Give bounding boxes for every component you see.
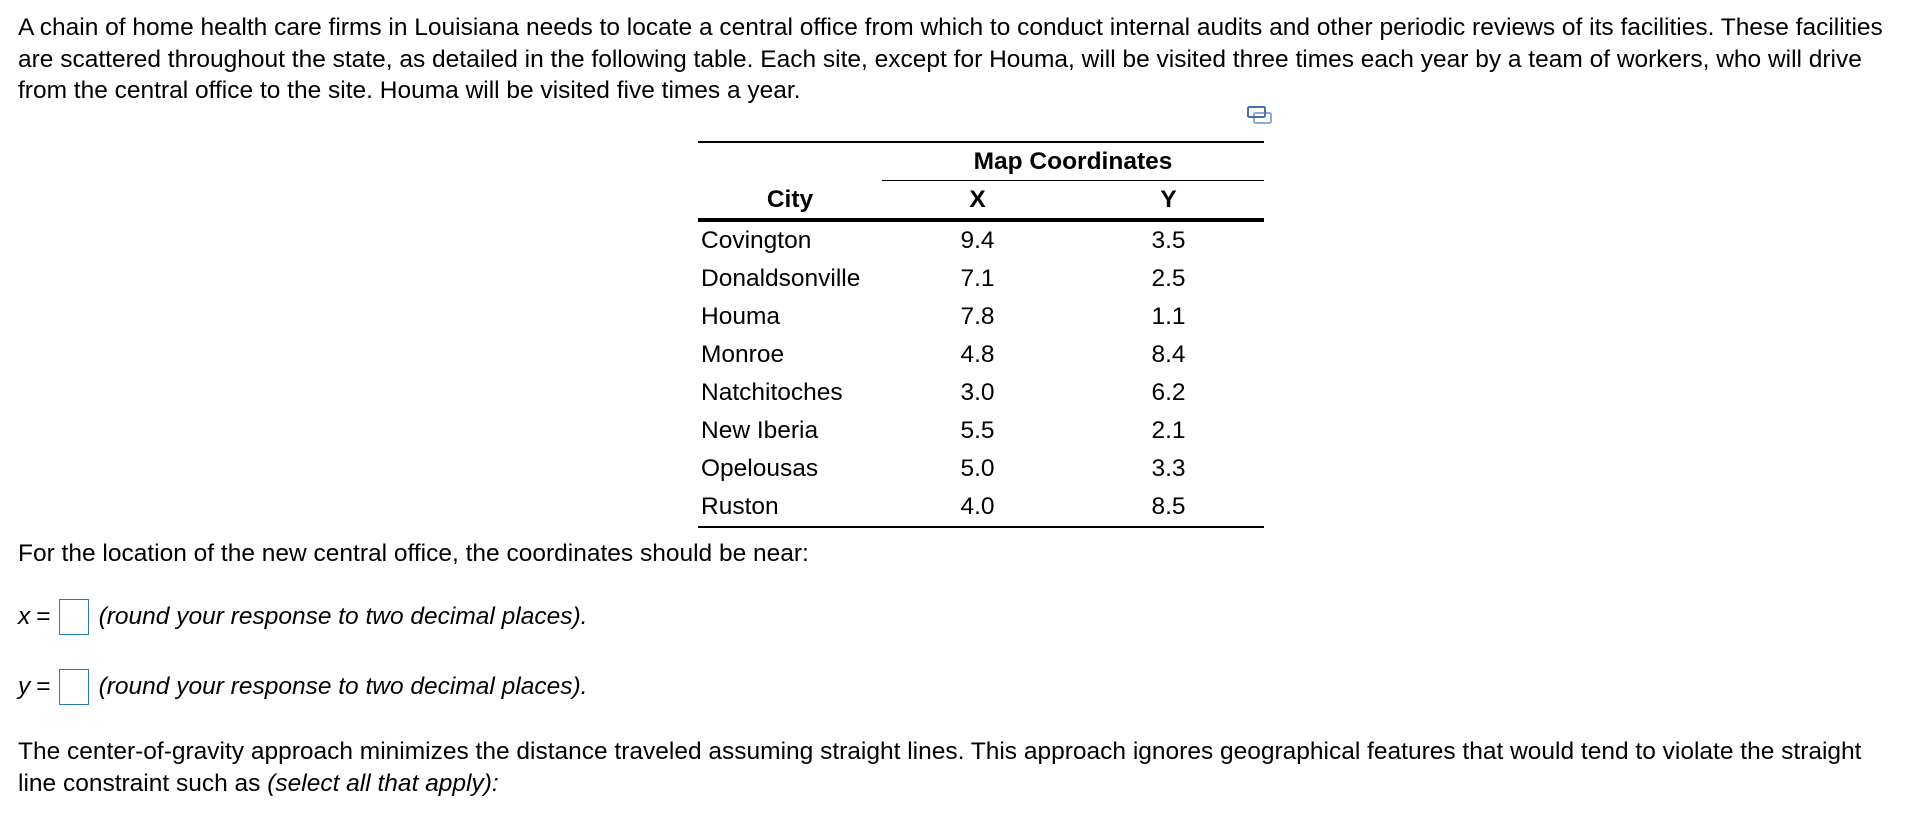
table-row xyxy=(698,260,1264,298)
copy-icon[interactable] xyxy=(1247,105,1273,125)
y-cell: 2.1 xyxy=(1151,417,1186,444)
x-round-note: (round your response to two decimal places). xyxy=(98,603,588,630)
table-row xyxy=(698,298,1264,336)
city-cell: New Iberia xyxy=(701,417,819,444)
city-cell: Donaldsonville xyxy=(701,265,861,292)
location-prompt: For the location of the new central office, the coordinates should be near: xyxy=(18,540,809,567)
problem-content xyxy=(18,12,1898,107)
y-cell: 1.1 xyxy=(1151,303,1186,330)
x-cell: 7.8 xyxy=(960,303,995,330)
x-cell: 4.0 xyxy=(882,488,1073,527)
y-equals: = xyxy=(36,673,51,700)
table-row xyxy=(698,488,1264,527)
coordinates-table-wrap xyxy=(698,141,1264,528)
problem-intro: A chain of home health care firms in Louisiana needs to locate a central office from which to conduct internal audits and other periodic reviews of its facilities. These facilities are scattered throughout the state, as detailed in the following table. Each site, except for Houma, will be visited three times each year by a team of workers, who will drive from the central office to the site. Houma will be visited five times a year. xyxy=(18,14,1883,104)
x-cell: 9.4 xyxy=(960,227,995,254)
table-row xyxy=(698,412,1264,450)
table-row xyxy=(698,374,1264,412)
gravity-text: The center-of-gravity approach minimizes the distance traveled assuming straight lines. This approach ignores geographical features that would tend to violate the straight line constraint such as xyxy=(18,738,1862,797)
x-answer-line xyxy=(18,599,587,635)
y-cell: 2.5 xyxy=(1151,265,1186,292)
city-cell: Opelousas xyxy=(701,455,819,482)
y-header: Y xyxy=(1073,181,1264,221)
x-cell: 5.5 xyxy=(960,417,995,444)
y-answer-line xyxy=(18,669,587,705)
gravity-question xyxy=(18,736,1898,799)
y-label: y xyxy=(18,673,31,700)
table-row xyxy=(698,220,1264,260)
y-round-note: (round your response to two decimal places). xyxy=(98,673,588,700)
city-header-label: City xyxy=(766,186,814,213)
table-row xyxy=(698,336,1264,374)
x-cell: 4.8 xyxy=(960,341,995,368)
x-cell: 5.0 xyxy=(960,455,995,482)
table-row xyxy=(698,450,1264,488)
coordinates-table xyxy=(698,141,1264,528)
y-cell: 8.5 xyxy=(1073,488,1264,527)
x-answer-input[interactable] xyxy=(59,599,89,635)
y-answer-input[interactable] xyxy=(59,669,89,705)
y-cell: 3.3 xyxy=(1151,455,1186,482)
city-header xyxy=(698,142,882,220)
city-cell: Covington xyxy=(701,227,812,254)
map-coordinates-header: Map Coordinates xyxy=(882,142,1264,181)
city-cell: Houma xyxy=(701,303,780,330)
x-cell: 7.1 xyxy=(960,265,995,292)
x-cell: 3.0 xyxy=(960,379,995,406)
x-label: x xyxy=(18,603,31,630)
city-cell: Natchitoches xyxy=(701,379,843,406)
city-cell: Monroe xyxy=(701,341,785,368)
x-equals: = xyxy=(36,603,51,630)
y-cell: 3.5 xyxy=(1151,227,1186,254)
city-cell: Ruston xyxy=(698,488,882,527)
y-cell: 8.4 xyxy=(1151,341,1186,368)
x-header: X xyxy=(882,181,1073,221)
y-cell: 6.2 xyxy=(1151,379,1186,406)
gravity-note: (select all that apply): xyxy=(267,769,499,797)
